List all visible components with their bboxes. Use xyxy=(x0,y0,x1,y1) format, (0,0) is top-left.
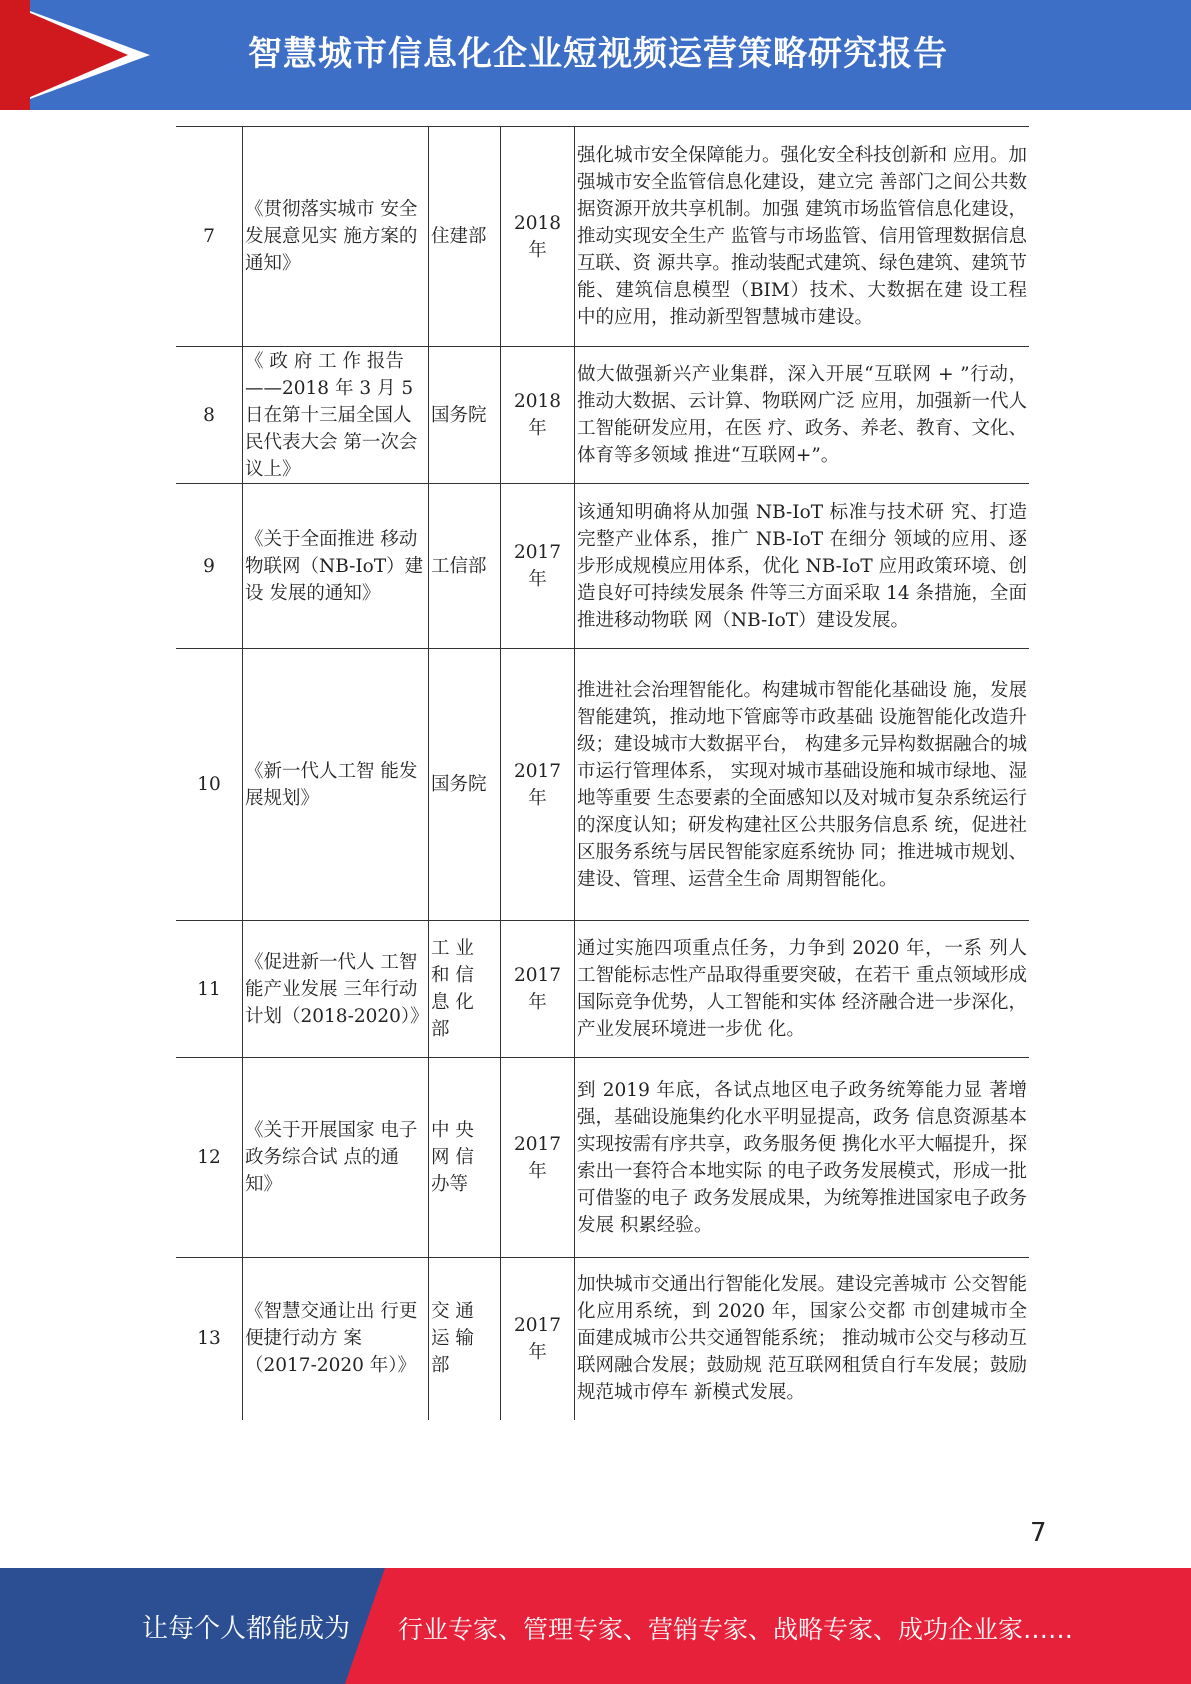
policy-content: 推进社会治理智能化。构建城市智能化基础设 施，发展智能建筑，推动地下管廊等市政基础 设施智能化改造升级；建设城市大数据平台， 构建多元异构数据融合的城市运行管理体系， 实现对城市基础设施和城市绿地、湿地等重要 生态要素的全面感知以及对城市复杂系统运行 的深度认知；研发构建社区公共服务信息系 统，促进社区服务系统与居民智能家庭系统协 同；推进城市规划、建设、管理、运营全生命 周期智能化。 xyxy=(575,649,1030,921)
table-row xyxy=(176,921,1029,1058)
issue-year: 2017 年 xyxy=(501,1258,575,1420)
table-row xyxy=(176,127,1029,347)
policy-content: 加快城市交通出行智能化发展。建设完善城市 公交智能化应用系统，到 2020 年，国家公交都 市创建城市全面建成城市公共交通智能系统； 推动城市公交与移动互联网融合发展；鼓励规 范互联网租赁自行车发展；鼓励规范城市停车 新模式发展。 xyxy=(575,1258,1030,1420)
issuing-department: 中 央 网 信 办等 xyxy=(429,1058,501,1258)
footer-slogan-right: 行业专家、管理专家、营销专家、战略专家、成功企业家…… xyxy=(398,1615,1074,1644)
issue-year: 2017 年 xyxy=(501,484,575,649)
row-number: 12 xyxy=(176,1058,243,1258)
row-number: 13 xyxy=(176,1258,243,1420)
policy-table xyxy=(176,126,1029,1420)
document-title: 《促进新一代人 工智能产业发展 三年行动计划（2018-2020）》 xyxy=(243,921,429,1058)
document-title: 《智慧交通让出 行更便捷行动方 案（2017-2020 年）》 xyxy=(243,1258,429,1420)
table-row xyxy=(176,347,1029,484)
policy-content: 做大做强新兴产业集群，深入开展“互联网 + ”行动，推动大数据、云计算、物联网广泛 应用，加强新一代人工智能研发应用，在医 疗、政务、养老、教育、文化、体育等多领域 推进“互联网+”。 xyxy=(575,347,1030,484)
table-row xyxy=(176,1058,1029,1258)
table-row xyxy=(176,649,1029,921)
issue-year: 2017 年 xyxy=(501,649,575,921)
policy-content: 该通知明确将从加强 NB-IoT 标准与技术研 究、打造完整产业体系，推广 NB-IoT 在细分 领域的应用、逐步形成规模应用体系，优化 NB-IoT 应用政策环境、创造良好可持续发展条 件等三方面采取 14 条措施，全面推进移动物联 网（NB-IoT）建设发展。 xyxy=(575,484,1030,649)
issue-year: 2017 年 xyxy=(501,921,575,1058)
page-footer xyxy=(0,1568,1191,1684)
issuing-department: 住建部 xyxy=(429,127,501,347)
issuing-department: 交 通 运 输 部 xyxy=(429,1258,501,1420)
row-number: 11 xyxy=(176,921,243,1058)
report-title: 智慧城市信息化企业短视频运营策略研究报告 xyxy=(248,34,948,74)
row-number: 8 xyxy=(176,347,243,484)
row-number: 7 xyxy=(176,127,243,347)
document-title: 《新一代人工智 能发展规划》 xyxy=(243,649,429,921)
row-number: 10 xyxy=(176,649,243,921)
issue-year: 2018 年 xyxy=(501,127,575,347)
policy-content: 通过实施四项重点任务，力争到 2020 年，一系 列人工智能标志性产品取得重要突破，在若干 重点领域形成国际竞争优势，人工智能和实体 经济融合进一步深化，产业发展环境进一步优 化。 xyxy=(575,921,1030,1058)
page-header xyxy=(0,0,1191,110)
issue-year: 2017 年 xyxy=(501,1058,575,1258)
issuing-department: 工 业 和 信 息 化 部 xyxy=(429,921,501,1058)
header-chevron xyxy=(0,0,128,110)
footer-slogan-left: 让每个人都能成为 xyxy=(142,1614,351,1644)
document-title: 《关于全面推进 移动物联网（NB-IoT）建设 发展的通知》 xyxy=(243,484,429,649)
page-number: 7 xyxy=(1030,1518,1047,1548)
table-row xyxy=(176,484,1029,649)
issue-year: 2018 年 xyxy=(501,347,575,484)
issuing-department: 国务院 xyxy=(429,649,501,921)
issuing-department: 国务院 xyxy=(429,347,501,484)
policy-content: 到 2019 年底，各试点地区电子政务统筹能力显 著增强，基础设施集约化水平明显提高，政务 信息资源基本实现按需有序共享，政务服务便 携化水平大幅提升，探索出一套符合本地实际 的电子政务发展模式，形成一批可借鉴的电子 政务发展成果，为统筹推进国家电子政务发展 积累经验。 xyxy=(575,1058,1030,1258)
document-title: 《关于开展国家 电子政务综合试 点的通知》 xyxy=(243,1058,429,1258)
document-title: 《贯彻落实城市 安全发展意见实 施方案的通知》 xyxy=(243,127,429,347)
policy-content: 强化城市安全保障能力。强化安全科技创新和 应用。加强城市安全监管信息化建设，建立完 善部门之间公共数据资源开放共享机制。加强 建筑市场监管信息化建设，推动实现安全生产 监管与市场监管、信用管理数据信息互联、资 源共享。推动装配式建筑、绿色建筑、建筑节 能、建筑信息模型（BIM）技术、大数据在建 设工程中的应用，推动新型智慧城市建设。 xyxy=(575,127,1030,347)
row-number: 9 xyxy=(176,484,243,649)
issuing-department: 工信部 xyxy=(429,484,501,649)
table-row xyxy=(176,1258,1029,1420)
document-title: 《 政 府 工 作 报告 ——2018 年 3 月 5 日在第十三届全国人民代表大会 第一次会议上》 xyxy=(243,347,429,484)
